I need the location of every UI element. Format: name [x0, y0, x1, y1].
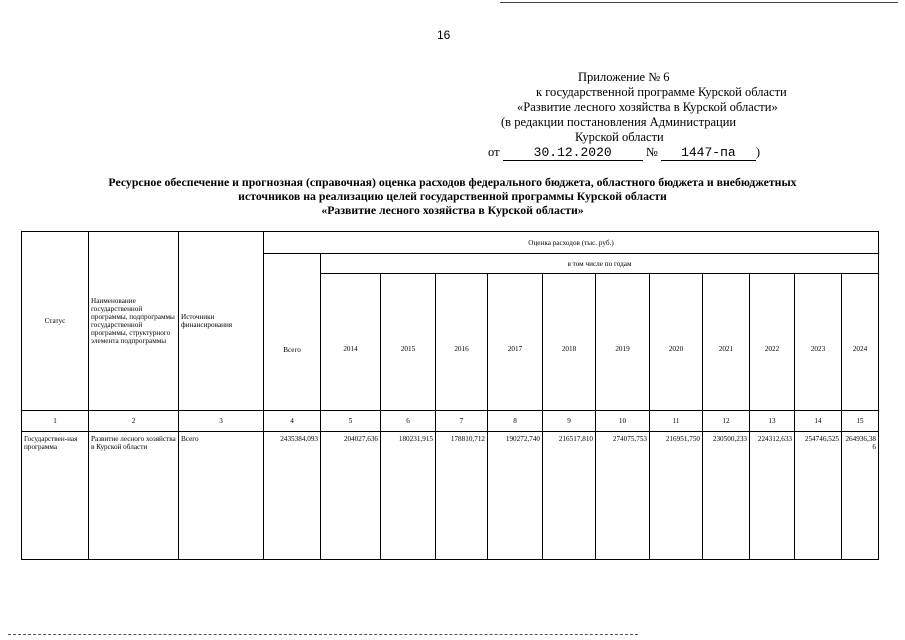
bottom-rule — [8, 634, 638, 635]
row-value: 190272,740 — [488, 432, 543, 560]
close-paren: ) — [755, 145, 761, 159]
row-value: 224312,633 — [750, 432, 795, 560]
column-number: 15 — [842, 411, 879, 432]
row-total: 2435384,093 — [264, 432, 321, 560]
row-status: Государствен-ная программа — [22, 432, 89, 560]
column-number: 8 — [488, 411, 543, 432]
header-year: 2016 — [436, 274, 488, 411]
column-number: 10 — [596, 411, 650, 432]
header-by-years: в том числе по годам — [321, 254, 879, 274]
row-value: 204027,636 — [321, 432, 381, 560]
column-number: 13 — [750, 411, 795, 432]
row-value: 178810,712 — [436, 432, 488, 560]
appendix-line-5: Курской области — [575, 130, 664, 144]
column-number: 7 — [436, 411, 488, 432]
header-year: 2019 — [596, 274, 650, 411]
page-number: 16 — [437, 28, 451, 42]
header-year: 2022 — [750, 274, 795, 411]
column-number: 1 — [22, 411, 89, 432]
title-line-2: источников на реализацию целей государственной программы Курской области — [238, 189, 667, 203]
top-rule — [500, 2, 898, 3]
decree-reference — [488, 145, 760, 161]
column-number: 5 — [321, 411, 381, 432]
column-number: 4 — [264, 411, 321, 432]
row-source: Всего — [179, 432, 264, 560]
appendix-line-4: (в редакции постановления Администрации — [501, 115, 737, 129]
header-year: 2023 — [795, 274, 842, 411]
header-total: Всего — [264, 254, 321, 411]
column-number: 6 — [381, 411, 436, 432]
column-number: 9 — [543, 411, 596, 432]
header-year: 2014 — [321, 274, 381, 411]
appendix-line-2: к государственной программе Курской области — [536, 85, 787, 99]
row-value: 254746,525 — [795, 432, 842, 560]
row-name: Развитие лесного хозяйства в Курской области — [89, 432, 179, 560]
budget-table — [21, 231, 879, 560]
header-year: 2021 — [703, 274, 750, 411]
column-number: 11 — [650, 411, 703, 432]
row-value: 264936,386 — [842, 432, 879, 560]
row-value: 230500,233 — [703, 432, 750, 560]
header-status: Статус — [22, 232, 89, 411]
appendix-line-3: «Развитие лесного хозяйства в Курской области» — [517, 100, 778, 114]
header-year: 2017 — [488, 274, 543, 411]
number-label: № — [645, 145, 658, 159]
decree-date: 30.12.2020 — [503, 145, 643, 161]
header-year: 2020 — [650, 274, 703, 411]
appendix-line-1: Приложение № 6 — [578, 70, 670, 84]
title-line-3: «Развитие лесного хозяйства в Курской области» — [321, 203, 584, 217]
column-number: 14 — [795, 411, 842, 432]
column-number: 2 — [89, 411, 179, 432]
row-value: 274075,753 — [596, 432, 650, 560]
title-line-1: Ресурсное обеспечение и прогнозная (справочная) оценка расходов федерального бюджета, областного бюджета и внебюджетных — [108, 175, 797, 189]
decree-number: 1447-па — [661, 145, 756, 161]
row-value: 216517,810 — [543, 432, 596, 560]
row-value: 216951,750 — [650, 432, 703, 560]
header-year: 2024 — [842, 274, 879, 411]
header-sources: Источники финансирования — [179, 232, 264, 411]
header-name: Наименование государственной программы, подпрограммы государственной программы, структурного элемента подпрограммы — [89, 232, 179, 411]
header-year: 2015 — [381, 274, 436, 411]
header-estimate: Оценка расходов (тыс. руб.) — [264, 232, 879, 254]
from-label: от — [488, 145, 500, 159]
column-number: 3 — [179, 411, 264, 432]
header-year: 2018 — [543, 274, 596, 411]
column-number: 12 — [703, 411, 750, 432]
row-value: 180231,915 — [381, 432, 436, 560]
